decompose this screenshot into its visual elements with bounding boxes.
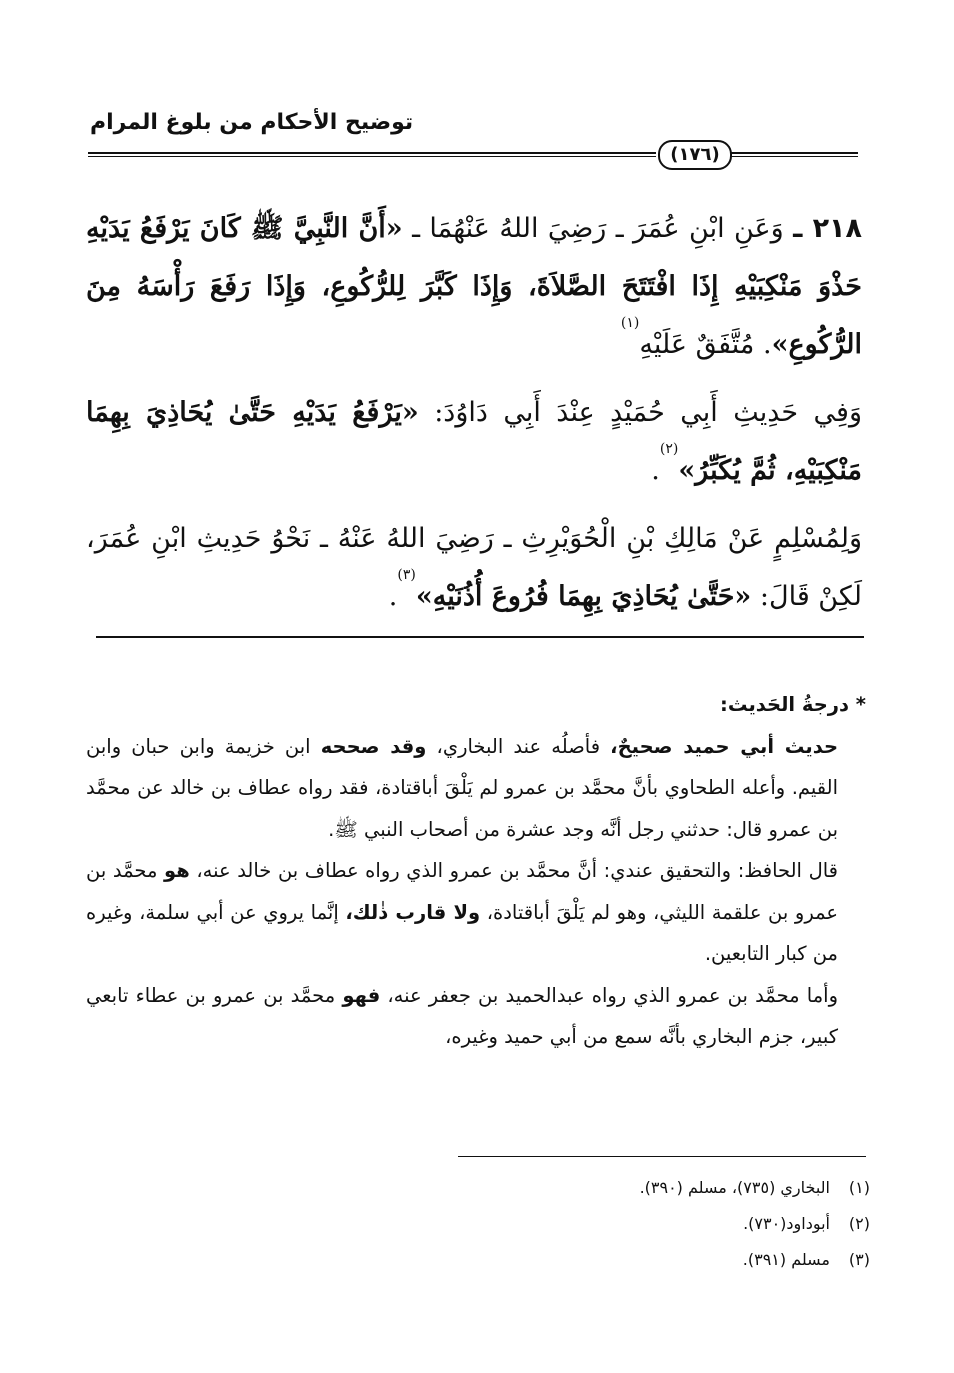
commentary-paragraph bbox=[86, 850, 866, 975]
hadith-text bbox=[86, 200, 862, 626]
footnote-text: البخاري (٧٣٥)، مسلم (٣٩٠). bbox=[639, 1178, 830, 1197]
page-number: (١٧٦) bbox=[658, 140, 732, 170]
footnote-number: (١) bbox=[848, 1178, 870, 1197]
footnote-marker: (١) bbox=[620, 315, 640, 331]
period: . bbox=[651, 455, 660, 486]
bold-text: هو bbox=[164, 859, 190, 882]
hadith-paragraph bbox=[86, 200, 862, 374]
footnote bbox=[400, 1206, 870, 1242]
hadith-paragraph bbox=[86, 510, 862, 626]
footnote bbox=[400, 1170, 870, 1206]
text: إنَّما يروي عن أبي سلمة، وغيره من كبار التابعين. bbox=[86, 900, 838, 965]
bold-text: ولا قارب ذٰلك، bbox=[345, 900, 481, 924]
section-heading: * درجةُ الحَديث: bbox=[720, 693, 866, 716]
commentary-paragraph bbox=[86, 975, 866, 1058]
hadith-intro: وَعَنِ ابْنِ عُمَرَ ـ رَضِيَ اللهُ عَنْهُمَا ـ bbox=[402, 213, 784, 244]
text: محمَّد بن عمرو بن علقمة الليثي، وهو لم يَلْقَ أباقتادة، bbox=[86, 859, 838, 924]
bold-text: فهو bbox=[342, 983, 381, 1007]
bold-text: وقد صححه bbox=[320, 734, 427, 758]
header-rule bbox=[730, 152, 858, 157]
footnote-marker: (٢) bbox=[659, 441, 679, 457]
footnote bbox=[400, 1242, 870, 1278]
footnote-number: (٢) bbox=[848, 1214, 870, 1233]
footnotes bbox=[400, 1170, 870, 1278]
header-rule bbox=[88, 152, 656, 157]
commentary-text bbox=[86, 684, 866, 1058]
running-header-title: توضيح الأحكام من بلوغ المرام bbox=[90, 110, 414, 135]
text: محمَّد بن عمرو بن عطاء تابعي كبير، جزم البخاري بأنَّه سمع من أبي حميد وغيره، bbox=[86, 983, 838, 1048]
text: ابن خزيمة وابن حبان وابن القيم. وأعله الطحاوي بأنَّ محمَّد بن عمرو لم يَلْقَ أباقتادة، فقد رواه عطاف بن خالد عن محمَّد بن عمرو قال: حدثني رجل أنَّه وجد عشرة من أصحاب النبي ﷺ. bbox=[86, 734, 838, 841]
hadith-number: ٢١٨ ـ bbox=[793, 213, 863, 244]
text: وأما محمَّد بن عمرو الذي رواه عبدالحميد بن جعفر عنه، bbox=[380, 983, 838, 1007]
hadith-paragraph bbox=[86, 384, 862, 500]
commentary-paragraph bbox=[86, 726, 866, 851]
hadith-quote: «أَنَّ النَّبِيَّ ﷺ كَانَ يَرْفَعُ يَدَيْهِ حَذْوَ مَنْكِبَيْهِ إِذَا افْتَتَحَ الصَّلاَةَ، وَإِذَا كَبَّرَ لِلرُّكُوعِ، وَإِذَا رَفَعَ رَأْسَهُ مِنَ الرُّكُوعِ» bbox=[86, 213, 862, 360]
period: . bbox=[388, 581, 398, 612]
section-divider bbox=[96, 636, 864, 638]
hadith-source: . مُتَّفَقٌ عَلَيْهِ bbox=[639, 329, 772, 360]
hadith-quote: «يَرْفَعُ يَدَيْهِ حَتَّىٰ يُحَاذِيَ بِهِمَا مَنْكِبَيْهِ، ثُمَّ يُكَبِّرُ» bbox=[86, 397, 862, 486]
hadith-quote: «حَتَّىٰ يُحَاذِيَ بِهِمَا فُرُوعَ أُذُنَيْهِ» bbox=[415, 581, 752, 612]
footnote-text: مسلم (٣٩١). bbox=[742, 1250, 830, 1269]
footnote-divider bbox=[458, 1156, 866, 1157]
footnote-number: (٣) bbox=[848, 1250, 870, 1269]
hadith-intro: وَفِي حَدِيثِ أَبِي حُمَيْدٍ عِنْدَ أَبِي دَاوُدَ: bbox=[418, 397, 862, 428]
text: قال الحافظ: والتحقيق عندي: أنَّ محمَّد بن عمرو الذي رواه عطاف بن خالد عنه، bbox=[189, 859, 838, 882]
footnote-marker: (٣) bbox=[397, 567, 416, 583]
hadith-intro: وَلِمُسْلِمٍ عَنْ مَالِكِ بْنِ الْحُوَيْرِثِ ـ رَضِيَ اللهُ عَنْهُ ـ نَحْوُ حَدِيثِ ابْنِ عُمَرَ، لَكِنْ قَالَ: bbox=[86, 523, 862, 612]
text: فأصلُه عند البخاري، bbox=[426, 734, 611, 758]
footnote-text: أبوداود(٧٣٠). bbox=[743, 1214, 830, 1233]
bold-text: حديث أبي حميد صحيحٌ، bbox=[610, 734, 839, 758]
